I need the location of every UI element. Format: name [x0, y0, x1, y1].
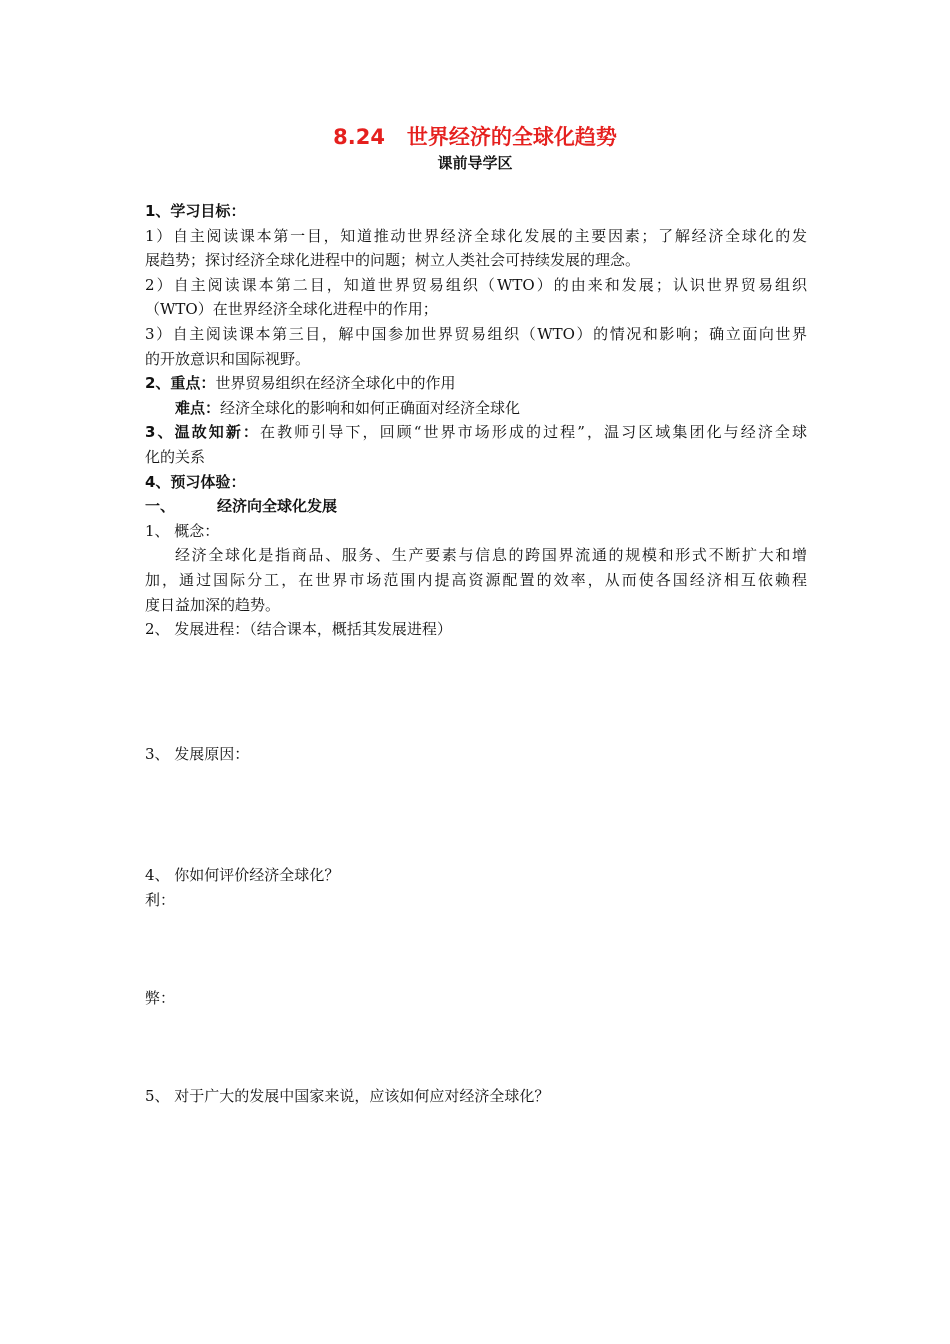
difficulty-label: 难点： — [175, 398, 221, 417]
objective-2-line-1: 2）自主阅读课本第二目，知道世界贸易组织（WTO）的由来和发展；认识世界贸易组织 — [145, 275, 807, 294]
objective-2-line-2: （WTO）在世界经济全球化进程中的作用； — [145, 300, 438, 319]
answer-space-3 — [145, 766, 807, 863]
preview-heading: 4、预习体验： — [145, 472, 246, 491]
focus-text: 世界贸易组织在经济全球化中的作用 — [215, 374, 456, 393]
section-title: 经济向全球化发展 — [217, 497, 338, 516]
concept-label: 1、 概念： — [145, 521, 220, 540]
question-5: 5、 对于广大的发展中国家来说，应该如何应对经济全球化？ — [145, 1087, 550, 1106]
answer-space-pros — [145, 912, 807, 986]
page-subtitle: 课前导学区 — [437, 154, 513, 172]
question-4: 4、 你如何评价经济全球化？ — [145, 866, 340, 885]
objective-1-line-2: 展趋势；探讨经济全球化进程中的问题；树立人类社会可持续发展的理念。 — [145, 251, 641, 270]
document-body — [145, 199, 807, 1109]
review-label: 3、温故知新： — [145, 423, 261, 442]
concept-line-2: 加，通过国际分工，在世界市场范围内提高资源配置的效率，从而使各国经济相互依赖程 — [145, 570, 807, 589]
difficulty-text: 经济全球化的影响和如何正确面对经济全球化 — [220, 398, 521, 417]
question-2: 2、 发展进程：（结合课本，概括其发展进程） — [145, 620, 452, 639]
page-title: 8.24 世界经济的全球化趋势 — [333, 125, 617, 149]
pros-label: 利： — [145, 890, 176, 909]
cons-label: 弊： — [145, 989, 176, 1008]
objectives-heading: 1、学习目标： — [145, 202, 246, 220]
review-line-2: 化的关系 — [145, 447, 206, 466]
answer-space-2 — [145, 642, 807, 742]
section-heading — [145, 494, 807, 519]
difficulty-point — [145, 396, 807, 421]
concept-line-3: 度日益加深的趋势。 — [145, 595, 281, 614]
objective-1-line-1: 1）自主阅读课本第一目，知道推动世界经济全球化发展的主要因素；了解经济全球化的发 — [145, 226, 807, 245]
answer-space-cons — [145, 1011, 807, 1084]
focus-label: 2、重点： — [145, 374, 216, 393]
review-line-1 — [145, 420, 807, 445]
objective-3-line-2: 的开放意识和国际视野。 — [145, 349, 311, 368]
question-3: 3、 发展原因： — [145, 744, 250, 763]
section-number: 一、 — [145, 497, 176, 516]
review-text-1: 在教师引导下，回顾“世界市场形成的过程”，温习区域集团化与经济全球 — [260, 423, 807, 442]
concept-line-1: 经济全球化是指商品、服务、生产要素与信息的跨国界流通的规模和形式不断扩大和增 — [175, 546, 807, 565]
focus-point — [145, 371, 807, 396]
objective-3-line-1: 3）自主阅读课本第三目，解中国参加世界贸易组织（WTO）的情况和影响；确立面向世界 — [145, 324, 807, 343]
